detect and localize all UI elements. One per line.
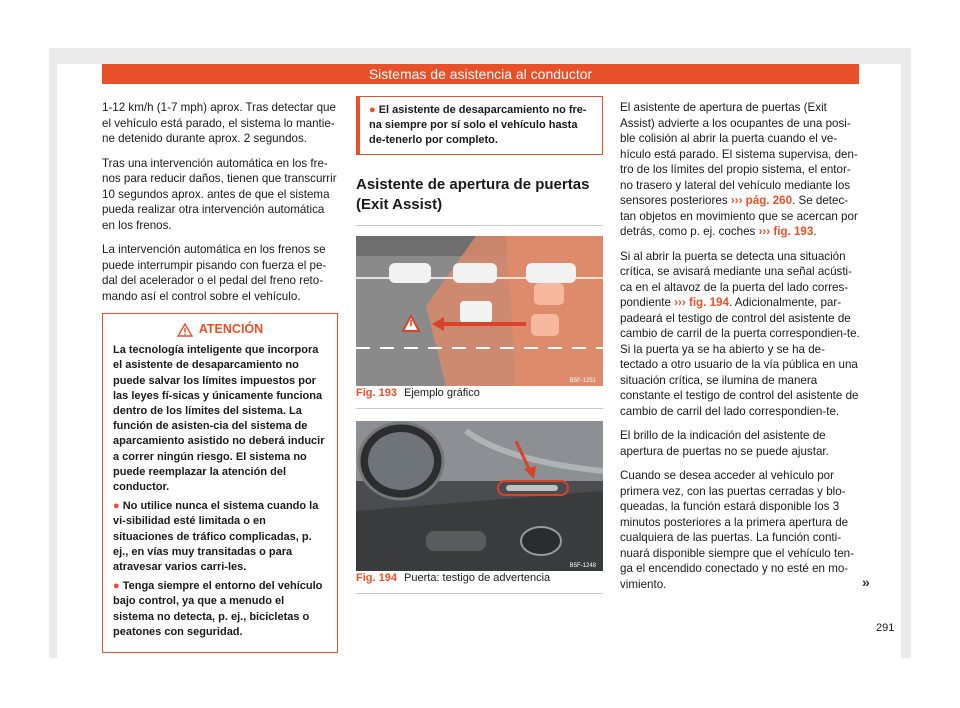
text-run: El asistente de apertura de puertas (Exit Assist) advierte a los ocupantes de una posi-ble colisión al abrir la puerta cuando el ve-hículo está parado. El sistema supervisa, den-tro de los límites del propio sistema, el entor-no trasero y lateral del vehículo mediante los sensores posteriores — [620, 101, 858, 207]
divider — [356, 225, 603, 226]
continue-marker: » — [862, 574, 870, 590]
warning-bullet-text: Tenga siempre el entorno del vehículo bajo control, ya que a menudo el sistema no detecta, p. ej., bicicletas o peatones con seguridad. — [113, 580, 323, 638]
text-run: Si al abrir la puerta se detecta una situación crítica, se avisará mediante una señal acústi-ca en el altavoz de la puerta del lado corres-pondiente — [620, 249, 852, 309]
text-run: . — [813, 225, 817, 238]
bullet-icon: ● — [113, 500, 120, 513]
paragraph: La intervención automática en los frenos se puede interrumpir pisando con fuerza el pe-dal del acelerador o el pedal del freno reto-mando así el control sobre el vehículo. — [102, 243, 327, 303]
warning-header — [113, 322, 327, 337]
text-run: . Se detec-tan objetos en movimiento que se acercan por detrás, como p. ej. coches — [620, 194, 858, 238]
figure-caption-text: Ejemplo gráfico — [404, 387, 480, 399]
column-middle — [356, 96, 603, 603]
figure-code: B5F-1248 — [569, 563, 596, 569]
figure-caption — [356, 386, 603, 409]
chapter-header: Sistemas de asistencia al conductor — [102, 64, 859, 84]
figure-code: B5F-1251 — [569, 378, 596, 384]
warning-box — [102, 313, 338, 653]
figure-caption-text: Puerta: testigo de advertencia — [404, 572, 551, 584]
paragraph: Cuando se desea acceder al vehículo por primera vez, con las puertas cerradas y blo-queadas, la función estará disponible los 3 minutos posteriores a la primera apertura de cualquiera de las puertas. La función conti-nuará disponible siempre que el vehículo ten-ga el encendido conectado y no esté en mo-vimiento. — [620, 469, 854, 591]
figure-194 — [356, 421, 603, 594]
text-run: . Adicionalmente, par-padeará el testigo de control del asistente de cambio de carril de la puerta correspondien-te. Si la puerta ya se ha abierto y se ha de-tectado a otro usuario de la vía pública en una situación crítica, se ilumina de manera constante el testigo de control del asistente de cambio de carril del lado correspondien-te. — [620, 296, 860, 418]
column-right — [620, 100, 860, 601]
paragraph: El brillo de la indicación del asistente de apertura de puertas no se puede ajustar. — [620, 429, 829, 458]
figure-caption — [356, 571, 603, 594]
warning-text: La tecnología inteligente que incorpora el asistente de desaparcamiento no puede salvar los límites impuestos por las leyes fí-sicas y únicamente funciona dentro de los límites del sistema. La función de asisten-cia del sistema de aparcamiento asistido no deberá inducir a correr ningún riesgo. El sistema no puede reemplazar la atención del conductor. — [113, 344, 325, 494]
figure-link[interactable]: ››› fig. 194 — [674, 296, 729, 309]
note-box — [356, 96, 603, 155]
bullet-icon: ● — [369, 104, 376, 116]
figure-link[interactable]: ››› fig. 193 — [758, 225, 814, 238]
figure-number: Fig. 193 — [356, 387, 397, 399]
paragraph — [620, 100, 860, 240]
warning-bullet — [113, 579, 327, 640]
warning-icon — [177, 323, 193, 337]
figure-number: Fig. 194 — [356, 572, 397, 584]
warning-bullet-text: No utilice nunca el sistema cuando la vi-sibilidad esté limitada o en situaciones de tráfico complicadas, p. ej., en vías muy transitadas o para atravesar varios carri-les. — [113, 500, 319, 574]
note-text: El asistente de desaparcamiento no fre-na siempre por sí solo el vehículo hasta de-tenerlo por completo. — [369, 104, 587, 146]
parking-diagram-image — [356, 236, 603, 386]
warning-title: ATENCIÓN — [198, 322, 264, 336]
warning-bullet — [113, 499, 327, 575]
paragraph: 1-12 km/h (1-7 mph) aprox. Tras detectar que el vehículo está parado, el sistema lo mantie-ne detenido durante aprox. 2 segundos. — [102, 101, 336, 145]
figure-193 — [356, 236, 603, 409]
column-left — [102, 100, 338, 653]
paragraph — [620, 249, 860, 420]
page-number: 291 — [876, 622, 895, 634]
page-link[interactable]: ››› pág. 260 — [730, 194, 793, 207]
paragraph: Tras una intervención automática en los fre-nos para reducir daños, tienen que transcurrir 10 segundos aprox. antes de que el sistema pueda realizar otra intervención automática en los frenos. — [102, 156, 337, 232]
section-title: Asistente de apertura de puertas (Exit Assist) — [356, 176, 590, 213]
door-warning-image — [356, 421, 603, 571]
bullet-icon: ● — [113, 580, 120, 593]
